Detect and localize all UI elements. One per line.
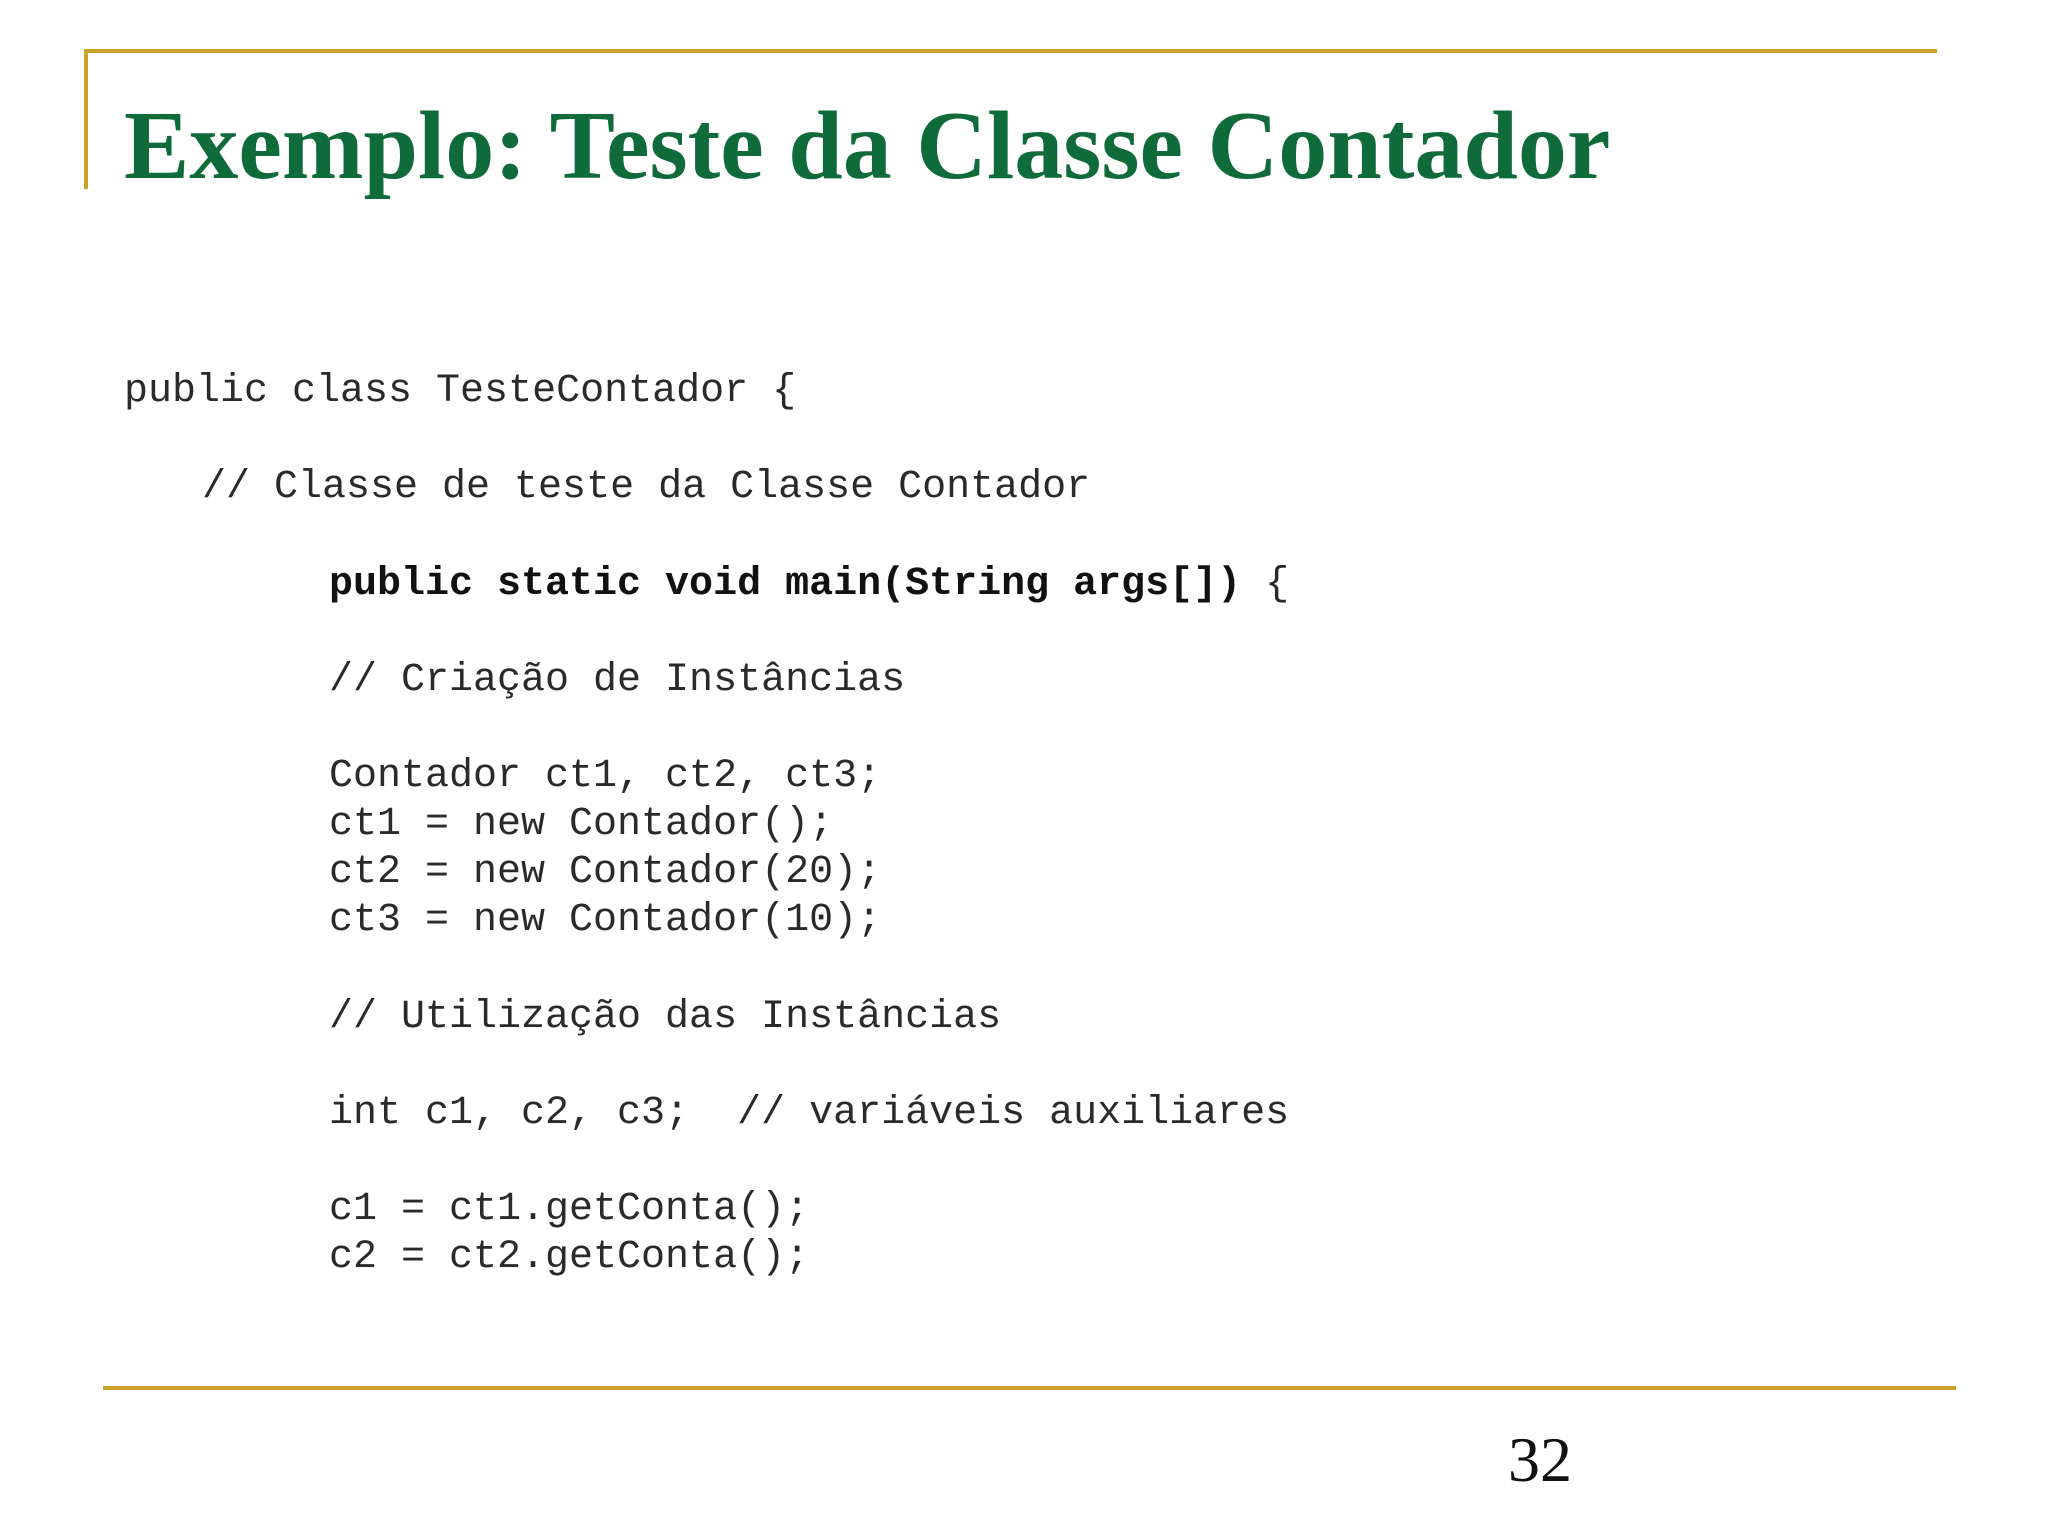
code-block <box>124 368 1290 1280</box>
code-line-main-method <box>329 561 1289 609</box>
code-main-brace: { <box>1241 562 1290 607</box>
code-line-ct1-assignment: ct1 = new Contador(); <box>329 802 834 847</box>
top-accent-rule <box>84 49 1937 53</box>
page-number: 32 <box>1508 1424 1572 1495</box>
code-line-usage-comment: // Utilização das Instâncias <box>329 995 1002 1040</box>
code-line-contador-declaration: Contador ct1, ct2, ct3; <box>329 754 882 799</box>
bottom-accent-rule <box>103 1386 1956 1390</box>
code-line-class-declaration: public class TesteContador { <box>124 369 797 414</box>
code-line-ct3-assignment: ct3 = new Contador(10); <box>329 898 882 943</box>
code-main-signature: public static void main(String args[]) <box>329 562 1242 607</box>
code-line-c1-assignment: c1 = ct1.getConta(); <box>329 1187 810 1232</box>
code-line-creation-comment: // Criação de Instâncias <box>329 658 906 703</box>
code-line-ct2-assignment: ct2 = new Contador(20); <box>329 850 882 895</box>
left-accent-rule <box>84 49 88 189</box>
code-line-c2-assignment: c2 = ct2.getConta(); <box>329 1235 810 1280</box>
slide-title: Exemplo: Teste da Classe Contador <box>124 92 1611 200</box>
code-line-int-declaration: int c1, c2, c3; // variáveis auxiliares <box>329 1091 1290 1136</box>
code-line-class-comment: // Classe de teste da Classe Contador <box>202 465 1091 510</box>
